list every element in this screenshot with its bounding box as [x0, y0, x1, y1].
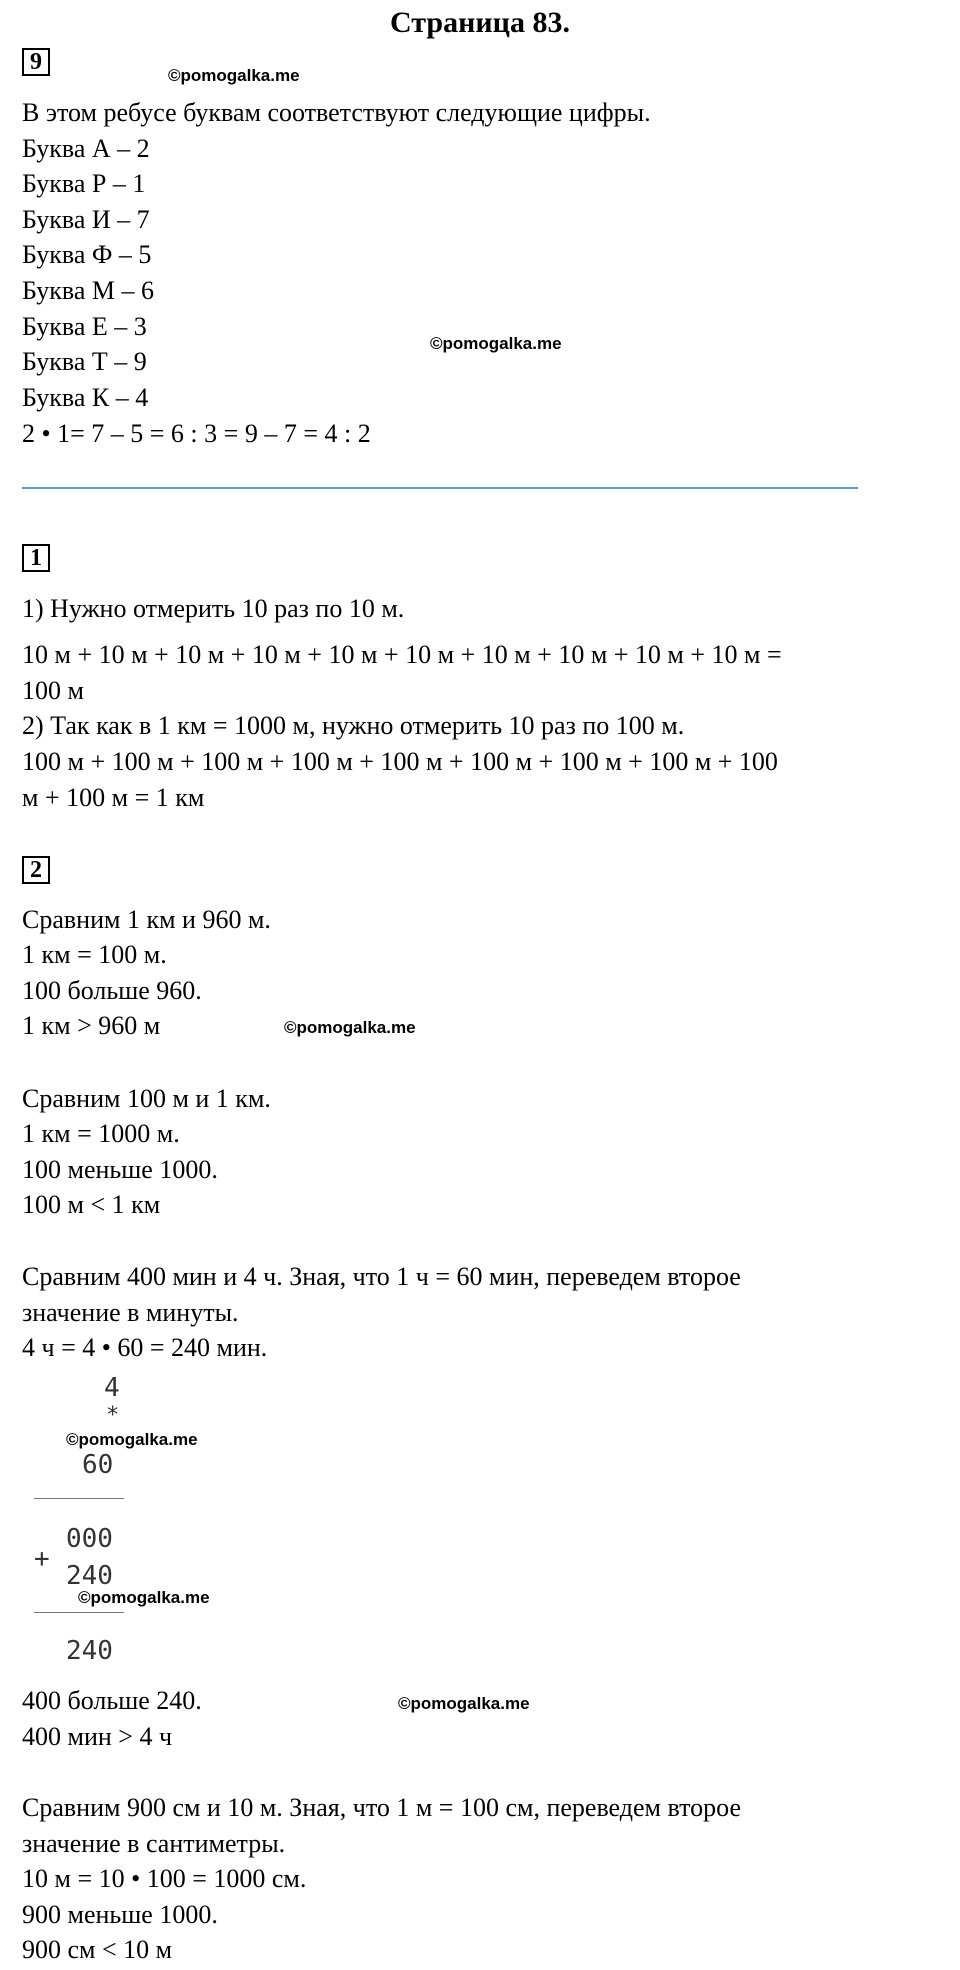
watermark: ©pomogalka.me: [284, 1018, 416, 1037]
task-2-line: 900 см < 10 м: [22, 1935, 173, 1964]
task-1-line: 1) Нужно отмерить 10 раз по 10 м.: [22, 594, 405, 623]
task-9-line: Буква И – 7: [22, 205, 150, 234]
plus-sign: +: [34, 1544, 50, 1574]
task-9-line: Буква К – 4: [22, 383, 149, 412]
task-2-line: 1 км = 100 м.: [22, 940, 167, 969]
task-2-number: 2: [22, 856, 50, 884]
page-title: Страница 83.: [390, 6, 570, 39]
task-9-equation: 2 • 1= 7 – 5 = 6 : 3 = 9 – 7 = 4 : 2: [22, 419, 371, 448]
column-multiplicand: 4: [104, 1373, 120, 1403]
task-2-line: 900 меньше 1000.: [22, 1900, 218, 1929]
task-2-line: 1 км > 960 м: [22, 1011, 161, 1040]
column-multiplier: 60: [82, 1450, 114, 1480]
watermark: ©pomogalka.me: [430, 334, 562, 353]
task-2-line: 100 больше 960.: [22, 976, 202, 1005]
task-1-line: 100 м + 100 м + 100 м + 100 м + 100 м + 100 м + 100 м + 100 м + 100: [22, 747, 778, 776]
task-1-line: 100 м: [22, 676, 84, 705]
task-9-line: Буква Р – 1: [22, 169, 146, 198]
multiply-sign: *: [106, 1403, 120, 1428]
task-2-line: Сравним 900 см и 10 м. Зная, что 1 м = 100 см, переведем второе: [22, 1793, 741, 1822]
column-partial-product: 000: [66, 1524, 113, 1554]
task-2-line: Сравним 400 мин и 4 ч. Зная, что 1 ч = 60 мин, переведем второе: [22, 1262, 741, 1291]
column-partial-product: 240: [66, 1561, 113, 1591]
task-9-line: Буква А – 2: [22, 134, 150, 163]
task-2-line: 1 км = 1000 м.: [22, 1119, 180, 1148]
column-rule: [34, 1498, 124, 1499]
task-1-line: 2) Так как в 1 км = 1000 м, нужно отмерить 10 раз по 100 м.: [22, 711, 685, 740]
task-2-line: 100 меньше 1000.: [22, 1155, 218, 1184]
column-result: 240: [66, 1636, 113, 1666]
task-2-line: значение в сантиметры.: [22, 1829, 286, 1858]
watermark: ©pomogalka.me: [398, 1694, 530, 1713]
task-9-line: Буква М – 6: [22, 276, 155, 305]
task-2-line: 100 м < 1 км: [22, 1190, 161, 1219]
task-2-line: 10 м = 10 • 100 = 1000 см.: [22, 1864, 307, 1893]
task-1-number: 1: [22, 544, 50, 572]
task-2-line: Сравним 1 км и 960 м.: [22, 905, 271, 934]
task-1-line: м + 100 м = 1 км: [22, 783, 205, 812]
task-2-line: Сравним 100 м и 1 км.: [22, 1084, 271, 1113]
task-2-line: 400 мин > 4 ч: [22, 1722, 173, 1751]
watermark: ©pomogalka.me: [78, 1588, 210, 1607]
task-9-number: 9: [22, 48, 50, 76]
task-9-line: Буква Ф – 5: [22, 240, 152, 269]
task-9-line: В этом ребусе буквам соответствуют следующие цифры.: [22, 98, 651, 127]
task-2-line: 400 больше 240.: [22, 1686, 202, 1715]
task-2-line: значение в минуты.: [22, 1298, 239, 1327]
task-9-line: Буква Т – 9: [22, 347, 147, 376]
watermark: ©pomogalka.me: [168, 66, 300, 85]
task-2-line: 4 ч = 4 • 60 = 240 мин.: [22, 1333, 268, 1362]
task-9-line: Буква Е – 3: [22, 312, 147, 341]
watermark: ©pomogalka.me: [66, 1430, 198, 1449]
column-rule: [34, 1612, 124, 1613]
section-divider: [22, 487, 858, 489]
task-1-line: 10 м + 10 м + 10 м + 10 м + 10 м + 10 м + 10 м + 10 м + 10 м + 10 м =: [22, 640, 782, 669]
